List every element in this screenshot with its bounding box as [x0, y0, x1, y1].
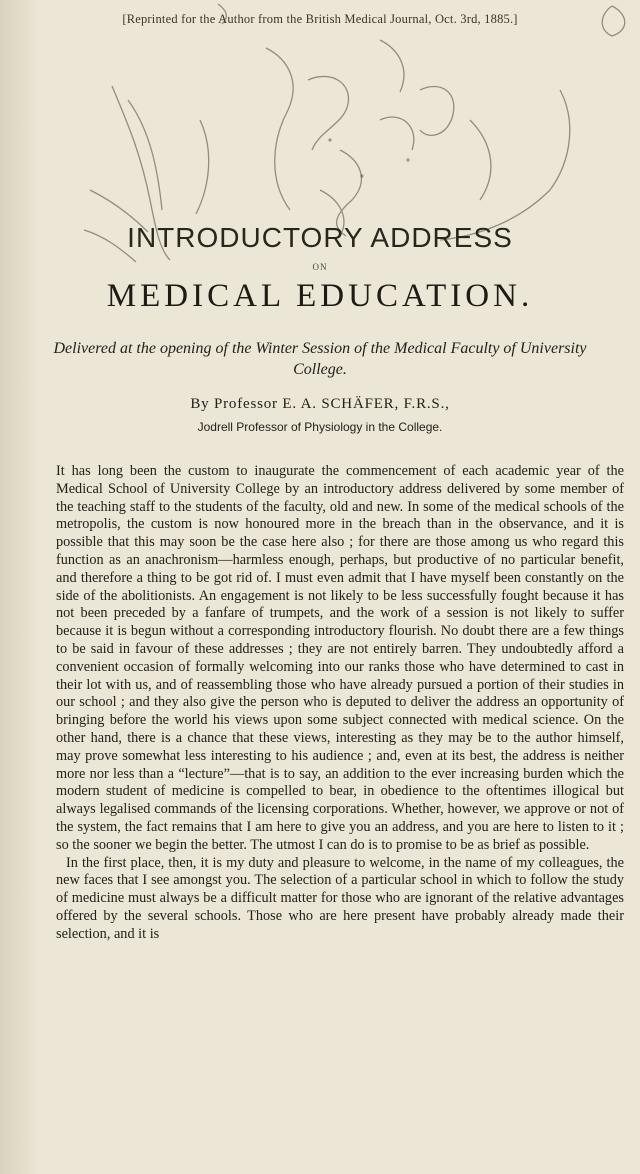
page-edge-shadow: [0, 0, 38, 1174]
body-text: [56, 463, 624, 944]
handwritten-scribble: [0, 0, 640, 300]
author-position: Jodrell Professor of Physiology in the College.: [197, 420, 443, 434]
paragraph: In the first place, then, it is my duty and pleasure to welcome, in the name of my colleagues, the new faces that I see amongst you. The selection of a particular school in which to follow the study of medicine must always be a difficult matter for those who are ignorant of the relative advantages offered by the several schools. Those who are here present have probably already made their selection, and it is: [56, 854, 624, 942]
reprint-note: [Reprinted for the Author from the British Medical Journal, Oct. 3rd, 1885.]: [122, 12, 518, 26]
title-connector: ON: [312, 262, 328, 272]
delivered-note: Delivered at the opening of the Winter Session of the Medical Faculty of University College.: [53, 340, 587, 378]
address-title: INTRODUCTORY ADDRESS: [127, 222, 513, 253]
main-title: MEDICAL EDUCATION.: [106, 278, 534, 314]
author-byline: By Professor E. A. SCHÄFER, F.R.S.,: [190, 396, 450, 412]
paragraph: It has long been the custom to inaugurate the commencement of each academic year of the Medical School of University College by an introductory address delivered by some member of the teaching staff to the students of the faculty, old and new. In some of the medical schools of the metropolis, the custom is now honoured more in the breach than in the observance, and it is possible that this may soon be the case here also ; for there are those among us who regard this function as an anachronism—harmless enough, perhaps, but productive of no particular benefit, and therefore a thing to be got rid of. I must even admit that I have myself been constantly on the side of the abolitionists. An engagement is not likely to be less successfully fought because it has not been preceded by a fanfare of trumpets, and the work of a session is not likely to suffer because it is begun without a corresponding introductory flourish. No doubt there are a few things to be said in favour of these addresses ; they are not entirely barren. They undoubtedly afford a convenient occasion of formally welcoming into our ranks those who have determined to cast in their lot with us, and of reassembling those who have already pursued a portion of their studies in our school ; and they also give the person who is deputed to deliver the address an opportunity of bringing before the world his views upon some subject connected with medical science. On the other hand, there is a chance that these views, interesting as they may be to the author himself, may prove somewhat less interesting to his audience ; and, even at its best, the address is neither more nor less than a “lecture”—that is to say, an addition to the ever increasing burden which the modern student of medicine is compelled to bear, in obedience to the oftentimes illogical but always legalised commands of the licensing corporations. Whether, however, we approve or not of the system, the fact remains that I am here to give you an address, and you are here to listen to it ; so the sooner we begin the better. The utmost I can do is to promise to be as brief as possible.: [56, 463, 624, 853]
